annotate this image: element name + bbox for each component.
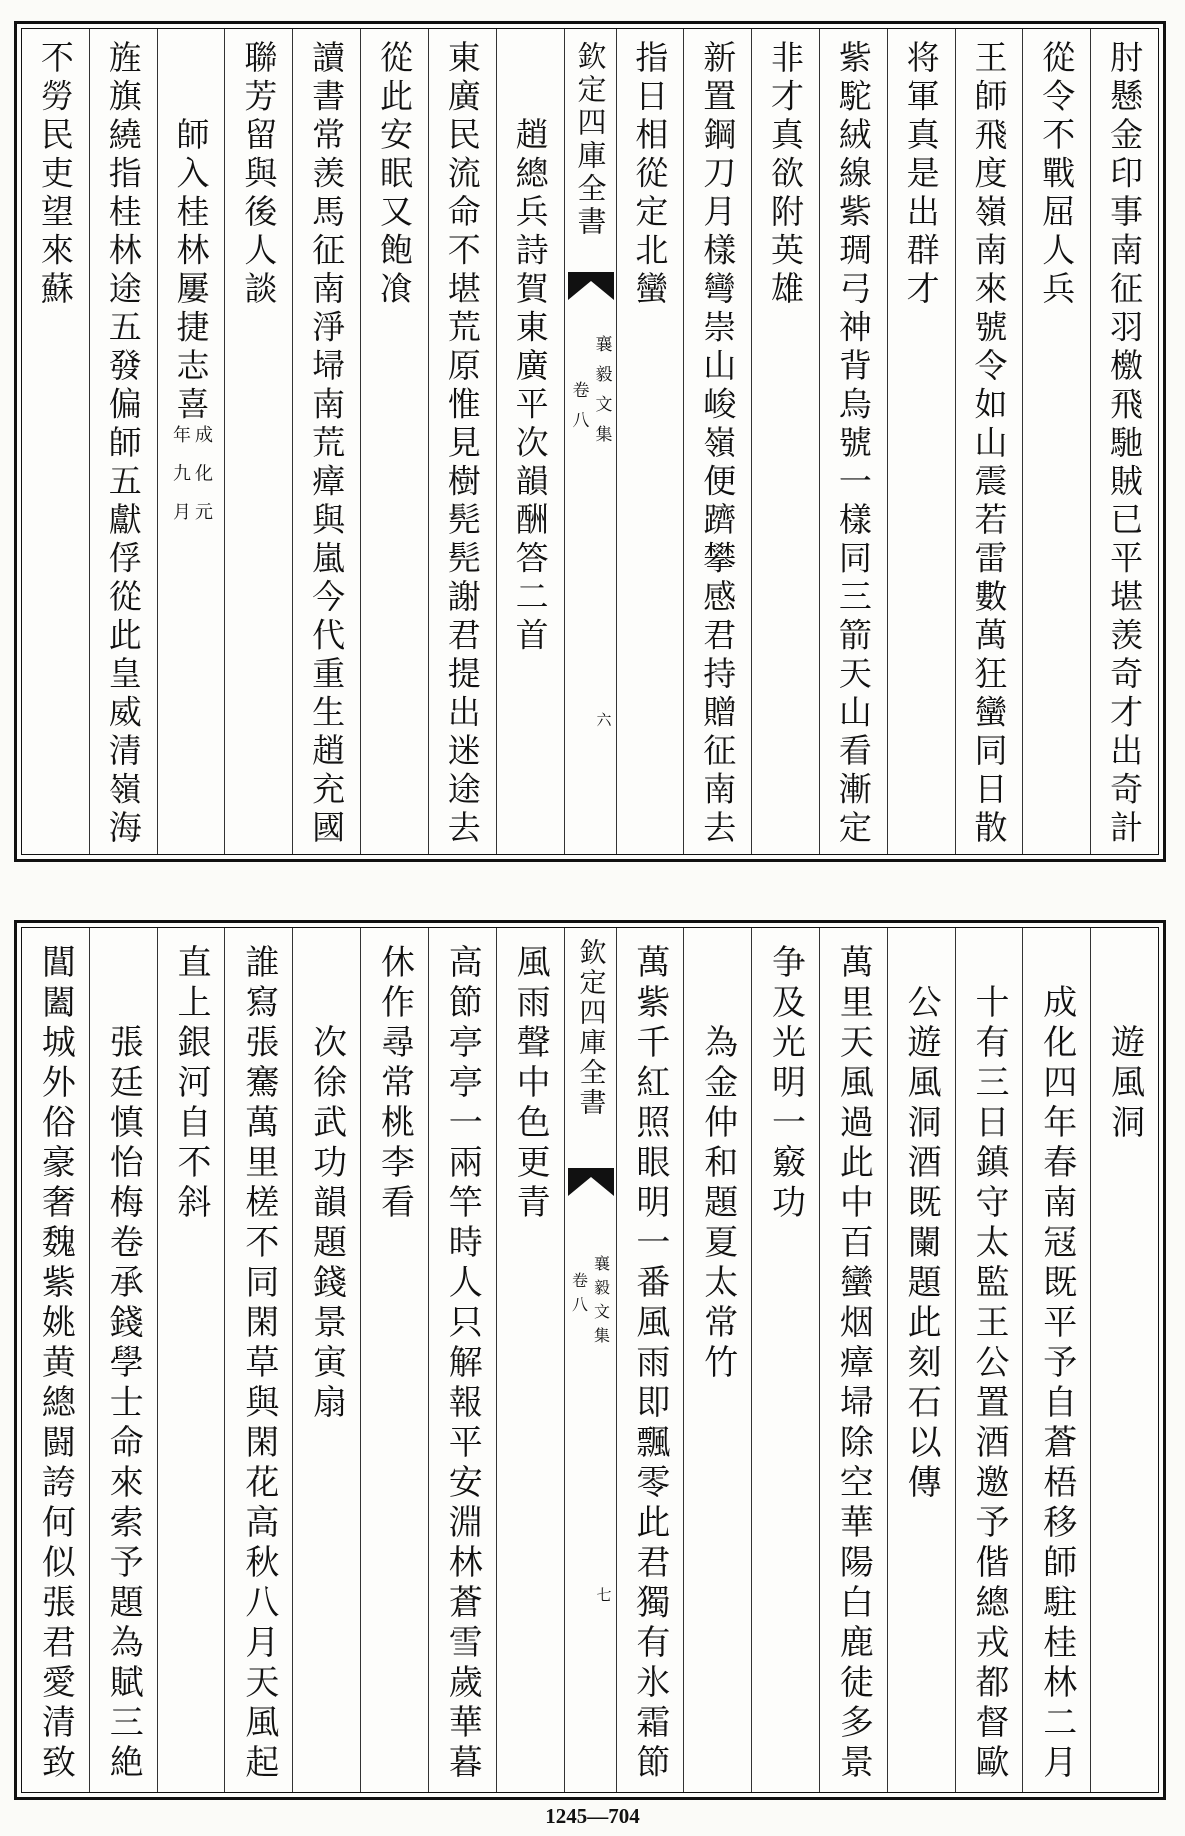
column-text: 直上銀河自不斜 xyxy=(171,944,212,1224)
column-text: 風雨聲中色更青 xyxy=(510,944,551,1224)
title-column xyxy=(1091,928,1158,1792)
verse-column xyxy=(684,29,752,854)
verse-column xyxy=(361,29,429,854)
column-text: 将軍真是出群才 xyxy=(901,39,941,310)
upper-leaf-frame xyxy=(21,28,1159,855)
title-column xyxy=(158,29,226,854)
upper-leaf xyxy=(14,21,1166,862)
column-text: 旌旗繞指桂林途五發偏師五獻俘從此皇威清嶺海 xyxy=(103,39,143,849)
book-title: 欽定四庫全書 xyxy=(574,938,606,1118)
column-text: 十有三日鎮守太監王公置酒邀予偕總戎都督歐 xyxy=(968,984,1009,1784)
poem-title: 次徐武功韻題錢景寅扇 xyxy=(306,1024,347,1424)
verse-column xyxy=(956,29,1024,854)
verse-column xyxy=(361,928,429,1792)
column-text: 王師飛度嶺南來號令如山震若雷數萬狂蠻同日散 xyxy=(969,39,1009,849)
verse-column xyxy=(225,928,293,1792)
lower-leaf-columns xyxy=(22,928,1158,1792)
title-column xyxy=(293,928,361,1792)
collection-title: 襄毅文集 xyxy=(591,335,612,455)
column-text: 閶闔城外俗豪奢魏紫姚黄總闘誇何似張君愛清致 xyxy=(35,944,76,1784)
column-text: 非才真欲附英雄 xyxy=(766,39,806,310)
volume-page-code: 1245—704 xyxy=(545,1804,640,1828)
verse-column xyxy=(752,29,820,854)
poem-title: 張廷慎怡梅卷承錢學士命來索予題為賦三絶 xyxy=(103,1024,144,1784)
collection-title: 襄毅文集 xyxy=(591,1255,611,1351)
title-column xyxy=(90,928,158,1792)
column-text: 萬里天風過此中百蠻烟瘴埽除空華陽白鹿徒多景 xyxy=(833,944,874,1784)
fishtail-mark xyxy=(565,1168,617,1198)
annotation-line: 成化元 xyxy=(192,424,214,541)
column-text: 新置鋼刀月樣彎崇山峻嶺便躋攀感君持贈征南去 xyxy=(698,39,738,849)
verse-column xyxy=(1023,29,1091,854)
column-text: 指日相從定北蠻 xyxy=(630,39,670,310)
column-text: 讀書常羡馬征南淨埽南荒瘴與嵐今代重生趙充國 xyxy=(307,39,347,849)
juan-number: 卷八 xyxy=(568,381,589,441)
column-text: 肘懸金印事南征羽檄飛馳賊已平堪羡奇才出奇計 xyxy=(1105,39,1145,849)
lower-leaf-frame xyxy=(21,927,1159,1793)
fishtail-shape xyxy=(568,1168,614,1196)
title-column xyxy=(684,928,752,1792)
lower-leaf xyxy=(14,920,1166,1800)
verse-column xyxy=(617,29,685,854)
verse-column xyxy=(225,29,293,854)
column-text: 成化四年春南冦既平予自蒼梧移師駐桂林二月 xyxy=(1036,984,1077,1784)
column-text: 争及光明一竅功 xyxy=(765,944,806,1224)
column-text: 從此安眠又飽飡 xyxy=(374,39,414,310)
column-text: 紫駝絨線紫琱弓神背烏號一樣同三箭天山看漸定 xyxy=(833,39,873,849)
preface-column xyxy=(1023,928,1091,1792)
verse-column xyxy=(497,928,565,1792)
date-annotation xyxy=(170,424,214,541)
verse-column xyxy=(752,928,820,1792)
verse-column xyxy=(429,29,497,854)
leaf-number: 七 xyxy=(594,1587,613,1602)
upper-leaf-columns xyxy=(22,29,1158,854)
annotation-line: 年九月 xyxy=(170,424,192,541)
column-text: 休作尋常桃李看 xyxy=(374,944,415,1224)
verse-column xyxy=(888,29,956,854)
fishtail-mark xyxy=(565,272,617,302)
verse-column xyxy=(22,928,90,1792)
verse-column xyxy=(1091,29,1158,854)
column-text: 東廣民流命不堪荒原惟見樹髡髡謝君提出迷途去 xyxy=(442,39,482,849)
column-text: 公遊風洞酒既闌題此刻石以傳 xyxy=(901,984,942,1504)
column-text: 聯芳留與後人談 xyxy=(239,39,279,310)
verse-column xyxy=(293,29,361,854)
book-title: 欽定四庫全書 xyxy=(573,41,608,239)
poem-title: 趙總兵詩賀東廣平次韻酬答二首 xyxy=(510,116,550,656)
juan-number: 卷八 xyxy=(569,1272,589,1320)
verse-column xyxy=(820,29,888,854)
verse-column xyxy=(90,29,158,854)
preface-column xyxy=(888,928,956,1792)
verse-column xyxy=(820,928,888,1792)
leaf-number: 六 xyxy=(594,712,613,727)
poem-title: 師入桂林屢捷志喜 xyxy=(171,116,211,425)
poem-title: 遊風洞 xyxy=(1104,1024,1145,1144)
preface-column xyxy=(956,928,1024,1792)
column-text: 從令不戰屈人兵 xyxy=(1037,39,1077,310)
poem-title: 為金仲和題夏太常竹 xyxy=(697,1024,738,1384)
title-column xyxy=(497,29,565,854)
verse-column xyxy=(429,928,497,1792)
column-text: 誰寫張騫萬里槎不同閑草與閑花高秋八月天風起 xyxy=(238,944,279,1784)
column-text: 高節亭亭一兩竿時人只解報平安淵林蒼雪歲華暮 xyxy=(442,944,483,1784)
block-center-column xyxy=(565,29,617,854)
verse-column xyxy=(158,928,226,1792)
column-text: 萬紫千紅照眼明一番風雨即飄零此君獨有氷霜節 xyxy=(629,944,670,1784)
column-text: 不勞民吏望來蘇 xyxy=(35,39,75,310)
fishtail-shape xyxy=(568,272,614,300)
verse-column xyxy=(617,928,685,1792)
block-center-column xyxy=(565,928,617,1792)
verse-column xyxy=(22,29,90,854)
